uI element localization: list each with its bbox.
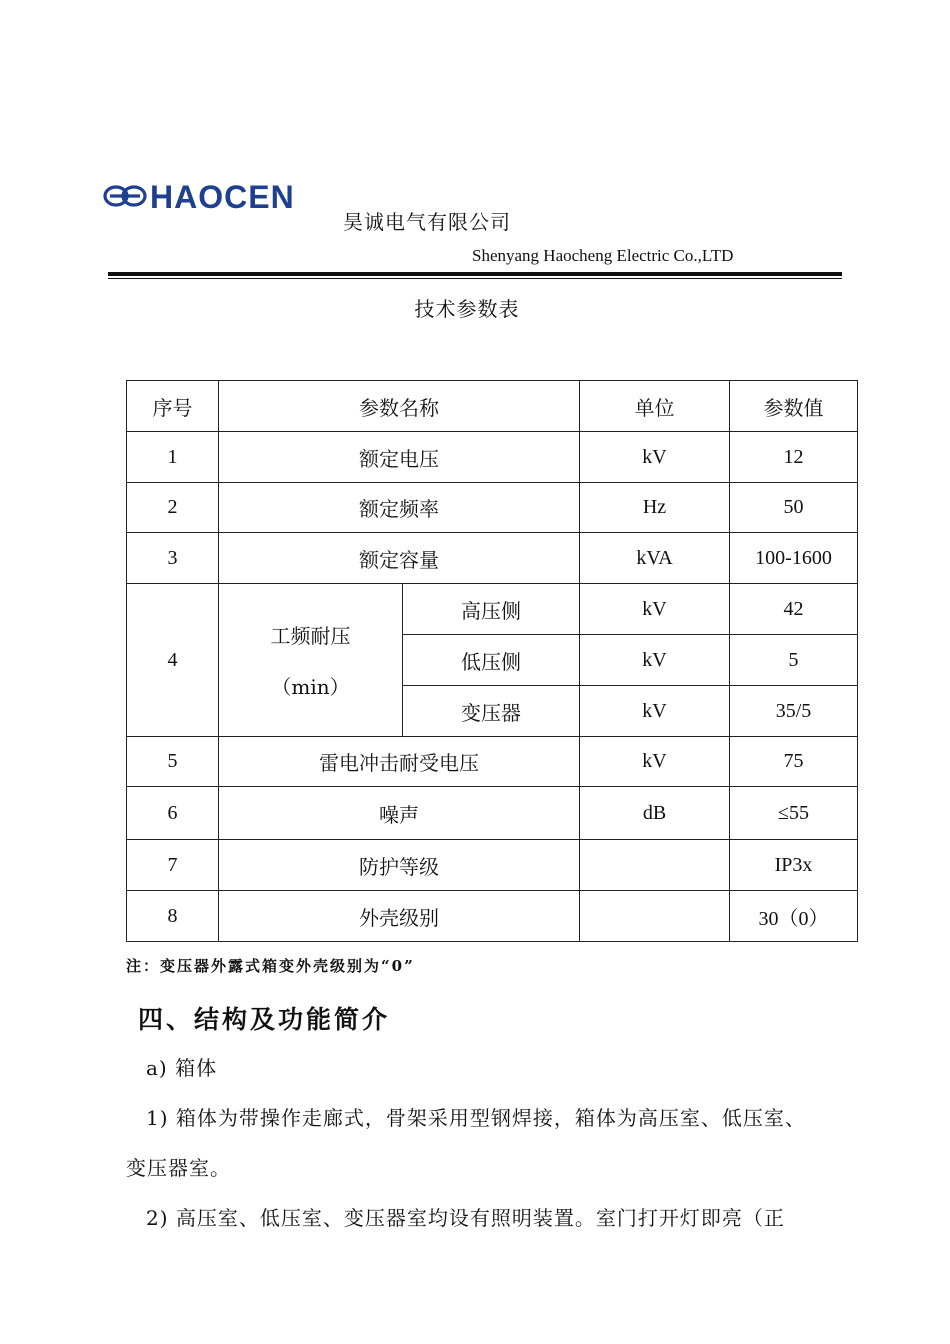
company-name-cn: 昊诚电气有限公司 bbox=[343, 210, 511, 234]
tech-parameter-table bbox=[126, 380, 858, 942]
param-value: 50 bbox=[730, 483, 858, 533]
company-logo bbox=[102, 178, 330, 214]
paragraph-line: 1) 箱体为带操作走廊式，骨架采用型钢焊接，箱体为高压室、低压室、 bbox=[146, 1106, 806, 1130]
table-row bbox=[127, 432, 858, 483]
param-value: 35/5 bbox=[730, 686, 858, 737]
param-subname: 低压侧 bbox=[403, 635, 580, 686]
company-name-en: Shenyang Haocheng Electric Co.,LTD bbox=[472, 246, 734, 265]
param-name-unit: （min） bbox=[271, 675, 350, 699]
header-cell: 参数值 bbox=[730, 381, 858, 432]
param-unit: kV bbox=[580, 737, 730, 787]
param-value: 5 bbox=[730, 635, 858, 686]
logo-wordmark: HAOCEN bbox=[150, 179, 295, 214]
param-name: 外壳级别 bbox=[219, 891, 580, 942]
param-unit: kV bbox=[580, 432, 730, 483]
header-cell: 单位 bbox=[580, 381, 730, 432]
param-unit bbox=[580, 891, 730, 942]
param-value: 75 bbox=[730, 737, 858, 787]
table-row bbox=[127, 483, 858, 533]
table-row bbox=[127, 533, 858, 584]
header-rule-thin bbox=[108, 278, 842, 279]
row-number: 4 bbox=[127, 584, 219, 737]
param-value: 42 bbox=[730, 584, 858, 635]
param-unit bbox=[580, 840, 730, 891]
param-value: 12 bbox=[730, 432, 858, 483]
row-number: 7 bbox=[127, 840, 219, 891]
row-number: 2 bbox=[127, 483, 219, 533]
param-subname: 变压器 bbox=[403, 686, 580, 737]
row-number: 3 bbox=[127, 533, 219, 584]
paragraph-line: 变压器室。 bbox=[126, 1156, 231, 1180]
param-value: ≤55 bbox=[730, 787, 858, 840]
param-unit: dB bbox=[580, 787, 730, 840]
param-name-group bbox=[219, 584, 403, 737]
header-cell: 序号 bbox=[127, 381, 219, 432]
table-row bbox=[127, 891, 858, 942]
param-subname: 高压侧 bbox=[403, 584, 580, 635]
param-name: 雷电冲击耐受电压 bbox=[219, 737, 580, 787]
paragraph-line: 2) 高压室、低压室、变压器室均设有照明装置。室门打开灯即亮（正 bbox=[146, 1206, 785, 1230]
table-note: 注：变压器外露式箱变外壳级别为“0” bbox=[126, 957, 415, 975]
param-name: 额定电压 bbox=[219, 432, 580, 483]
table-row bbox=[127, 584, 858, 635]
table-row bbox=[127, 787, 858, 840]
logo-mark-icon bbox=[105, 187, 145, 205]
param-unit: kV bbox=[580, 635, 730, 686]
param-unit: kV bbox=[580, 686, 730, 737]
param-unit: kVA bbox=[580, 533, 730, 584]
row-number: 1 bbox=[127, 432, 219, 483]
param-name: 防护等级 bbox=[219, 840, 580, 891]
document-title: 技术参数表 bbox=[414, 297, 520, 321]
param-name: 工频耐压 bbox=[270, 624, 351, 648]
row-number: 5 bbox=[127, 737, 219, 787]
param-name: 噪声 bbox=[219, 787, 580, 840]
param-unit: Hz bbox=[580, 483, 730, 533]
table-row bbox=[127, 737, 858, 787]
header-cell: 参数名称 bbox=[219, 381, 580, 432]
param-name: 额定频率 bbox=[219, 483, 580, 533]
table-row bbox=[127, 840, 858, 891]
table-header-row bbox=[127, 381, 858, 432]
param-value: 30（0） bbox=[730, 891, 858, 942]
section-heading: 四、结构及功能简介 bbox=[138, 1005, 391, 1034]
header-rule-thick bbox=[108, 272, 842, 276]
row-number: 6 bbox=[127, 787, 219, 840]
param-value: IP3x bbox=[730, 840, 858, 891]
subsection-heading: a) 箱体 bbox=[146, 1056, 218, 1080]
param-name: 额定容量 bbox=[219, 533, 580, 584]
row-number: 8 bbox=[127, 891, 219, 942]
param-unit: kV bbox=[580, 584, 730, 635]
param-value: 100-1600 bbox=[730, 533, 858, 584]
